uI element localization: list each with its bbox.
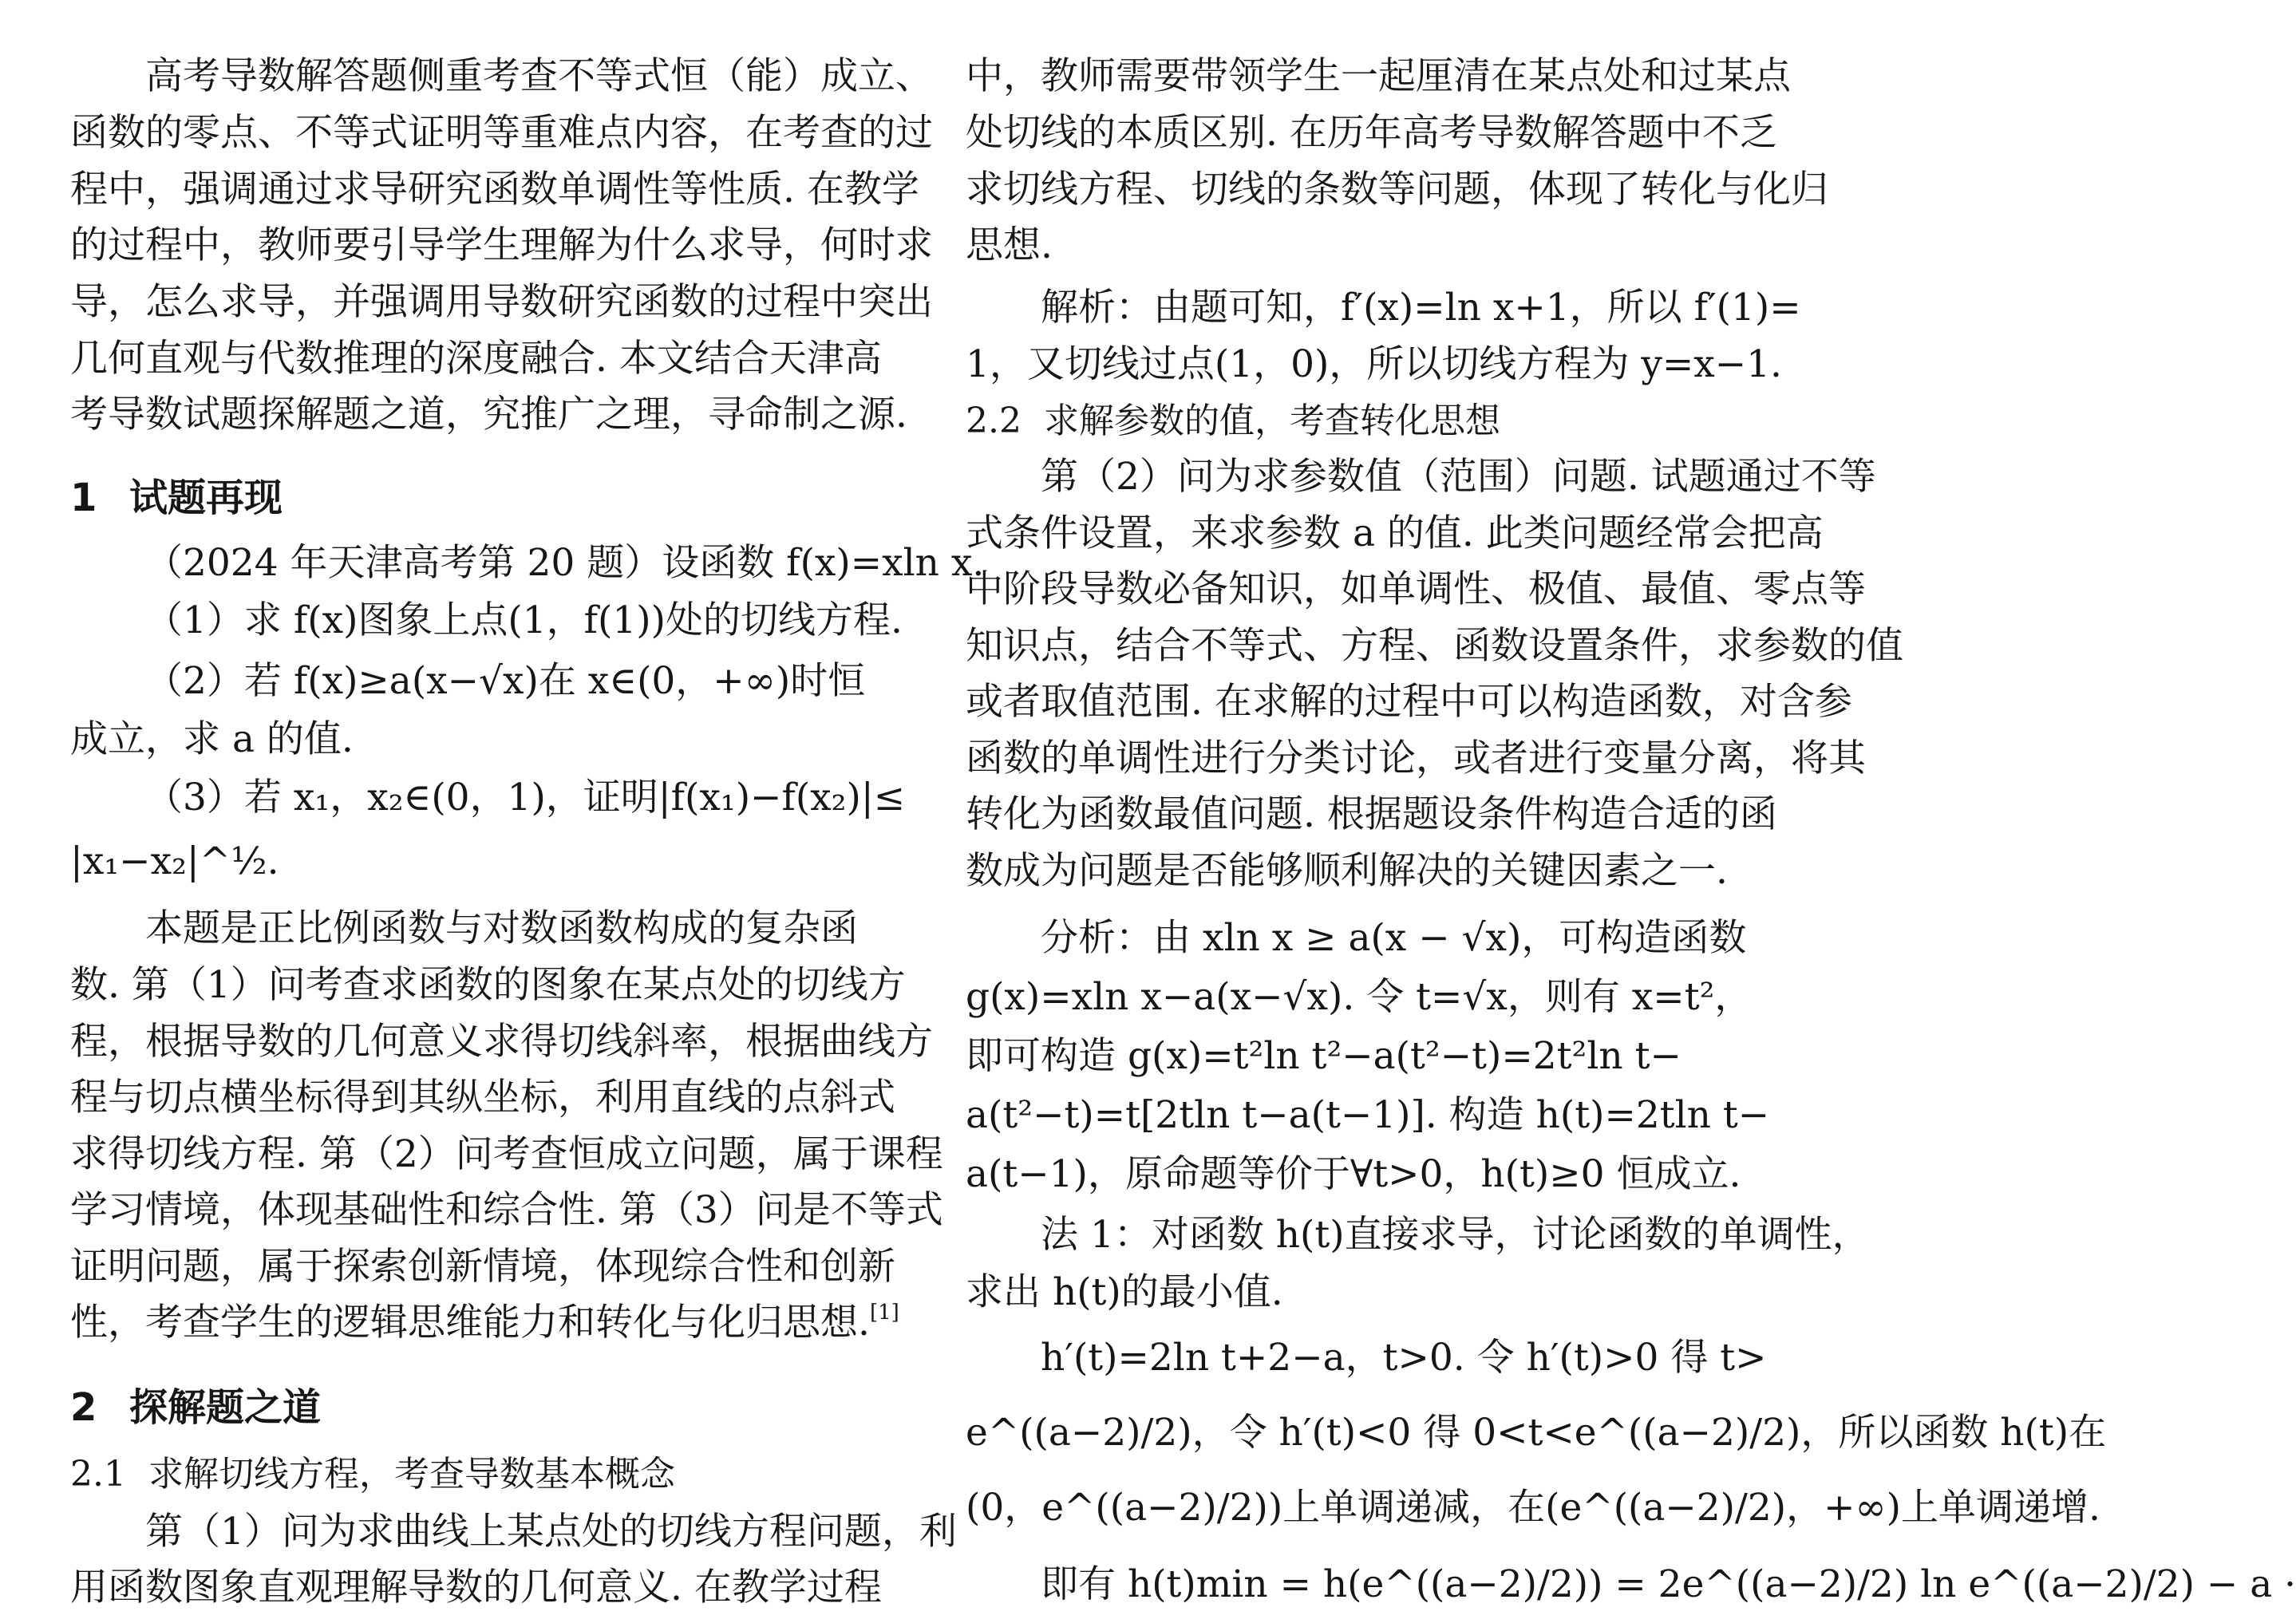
- minimum-line: 即有 h(t)min = h(e^((a−2)/2)) = 2e^((a−2)/2) ln e^((a−2)/2) − a ·: [1041, 1562, 2296, 1606]
- derivative-line: e^((a−2)/2)，令 h′(t)<0 得 0<t<e^((a−2)/2)，所以函数 h(t)在: [966, 1411, 2107, 1455]
- commentary-line: 程与切点横坐标得到其纵坐标，利用直线的点斜式: [70, 1076, 895, 1120]
- analysis-line: 即可构造 g(x)=t²ln t²−a(t²−t)=2t²ln t−: [966, 1034, 1681, 1078]
- commentary-line: 程，根据导数的几何意义求得切线斜率，根据曲线方: [70, 1020, 933, 1064]
- para22-line: 式条件设置，来求参数 a 的值. 此类问题经常会把高: [966, 511, 1824, 555]
- para22-line: 或者取值范围. 在求解的过程中可以构造函数，对含参: [966, 680, 1852, 724]
- section-title: 探解题之道: [129, 1385, 322, 1430]
- para21-line: 第（1）问为求曲线上某点处的切线方程问题，利: [145, 1510, 957, 1554]
- analysis-line: a(t−1)，原命题等价于∀t>0，h(t)≥0 恒成立.: [966, 1152, 1741, 1196]
- para22-line: 知识点，结合不等式、方程、函数设置条件，求参数的值: [966, 624, 1903, 668]
- subsection-title: 求解切线方程，考查导数基本概念: [148, 1454, 675, 1495]
- para22-line: 中阶段导数必备知识，如单调性、极值、最值、零点等: [966, 567, 1866, 611]
- method1-line: 法 1：对函数 h(t)直接求导，讨论函数的单调性，: [1041, 1213, 1870, 1257]
- para22-line: 第（2）问为求参数值（范围）问题. 试题通过不等: [1041, 455, 1876, 499]
- commentary-line: 本题是正比例函数与对数函数构成的复杂函: [145, 906, 858, 950]
- commentary-line: [70, 1294, 899, 1352]
- cont-line: 求切线方程、切线的条数等问题，体现了转化与化归: [966, 168, 1828, 211]
- intro-line: 导，怎么求导，并强调用导数研究函数的过程中突出: [70, 280, 933, 324]
- intro-line: 程中，强调通过求导研究函数单调性等性质. 在教学: [70, 168, 919, 211]
- problem-part-2-cont: 成立，求 a 的值.: [70, 717, 354, 761]
- problem-statement: （2024 年天津高考第 20 题）设函数 f(x)=xln x.: [145, 541, 985, 585]
- section-title: 试题再现: [129, 476, 283, 520]
- problem-part-1: （1）求 f(x)图象上点(1，f(1))处的切线方程.: [145, 598, 903, 642]
- commentary-line: 数. 第（1）问考查求函数的图象在某点处的切线方: [70, 963, 906, 1007]
- intro-line: 高考导数解答题侧重考查不等式恒（能）成立、: [145, 54, 933, 98]
- solution-line: 1，又切线过点(1，0)，所以切线方程为 y=x−1.: [966, 342, 1782, 386]
- section-heading-1: [70, 469, 896, 527]
- subsection-heading-2-2: [966, 393, 1792, 450]
- problem-part-3: （3）若 x₁，x₂∈(0，1)，证明|f(x₁)−f(x₂)|≤: [145, 776, 906, 819]
- commentary-text: 性，考查学生的逻辑思维能力和转化与化归思想.: [70, 1301, 870, 1345]
- subsection-number: 2.2: [966, 401, 1022, 441]
- problem-part-2: （2）若 f(x)≥a(x−√x)在 x∈(0，+∞)时恒: [145, 659, 866, 703]
- commentary-line: 证明问题，属于探索创新情境，体现综合性和创新: [70, 1245, 895, 1289]
- para22-line: 函数的单调性进行分类讨论，或者进行变量分离，将其: [966, 736, 1866, 780]
- subsection-title: 求解参数的值，考查转化思想: [1044, 401, 1500, 441]
- analysis-line: g(x)=xln x−a(x−√x). 令 t=√x，则有 x=t²，: [966, 975, 1753, 1019]
- derivative-line: h′(t)=2ln t+2−a，t>0. 令 h′(t)>0 得 t>: [1041, 1336, 1767, 1380]
- subsection-number: 2.1: [70, 1454, 126, 1495]
- analysis-line: 分析：由 xln x ≥ a(x − √x)，可构造函数: [1041, 916, 1747, 960]
- intro-line: 函数的零点、不等式证明等重难点内容，在考查的过: [70, 111, 933, 155]
- commentary-line: 学习情境，体现基础性和综合性. 第（3）问是不等式: [70, 1188, 943, 1232]
- section-number: 2: [70, 1385, 97, 1430]
- citation-ref[interactable]: [1]: [869, 1301, 899, 1325]
- cont-line: 中，教师需要带领学生一起厘清在某点处和过某点: [966, 54, 1791, 98]
- para22-line: 数成为问题是否能够顺利解决的关键因素之一.: [966, 849, 1728, 893]
- derivative-line: (0，e^((a−2)/2))上单调递减，在(e^((a−2)/2)，+∞)上单调递增.: [966, 1486, 2100, 1530]
- intro-line: 的过程中，教师要引导学生理解为什么求导，何时求: [70, 223, 933, 267]
- problem-part-3-cont: |x₁−x₂|^½.: [70, 839, 279, 883]
- section-number: 1: [70, 476, 97, 520]
- solution-line: 解析：由题可知，f′(x)=ln x+1，所以 f′(1)=: [1041, 286, 1801, 330]
- analysis-line: a(t²−t)=t[2tln t−a(t−1)]. 构造 h(t)=2tln t−: [966, 1093, 1770, 1137]
- cont-line: 思想.: [966, 223, 1053, 267]
- subsection-heading-2-1: [70, 1446, 896, 1503]
- section-heading-2: [70, 1379, 896, 1436]
- commentary-line: 求得切线方程. 第（2）问考查恒成立问题，属于课程: [70, 1132, 943, 1176]
- intro-line: 几何直观与代数推理的深度融合. 本文结合天津高: [70, 337, 882, 381]
- cont-line: 处切线的本质区别. 在历年高考导数解答题中不乏: [966, 111, 1777, 155]
- para22-line: 转化为函数最值问题. 根据题设条件构造合适的函: [966, 792, 1777, 836]
- para21-line: 用函数图象直观理解导数的几何意义. 在教学过程: [70, 1566, 882, 1609]
- method1-line: 求出 h(t)的最小值.: [966, 1270, 1283, 1314]
- intro-line: 考导数试题探解题之道，究推广之理，寻命制之源.: [70, 393, 907, 436]
